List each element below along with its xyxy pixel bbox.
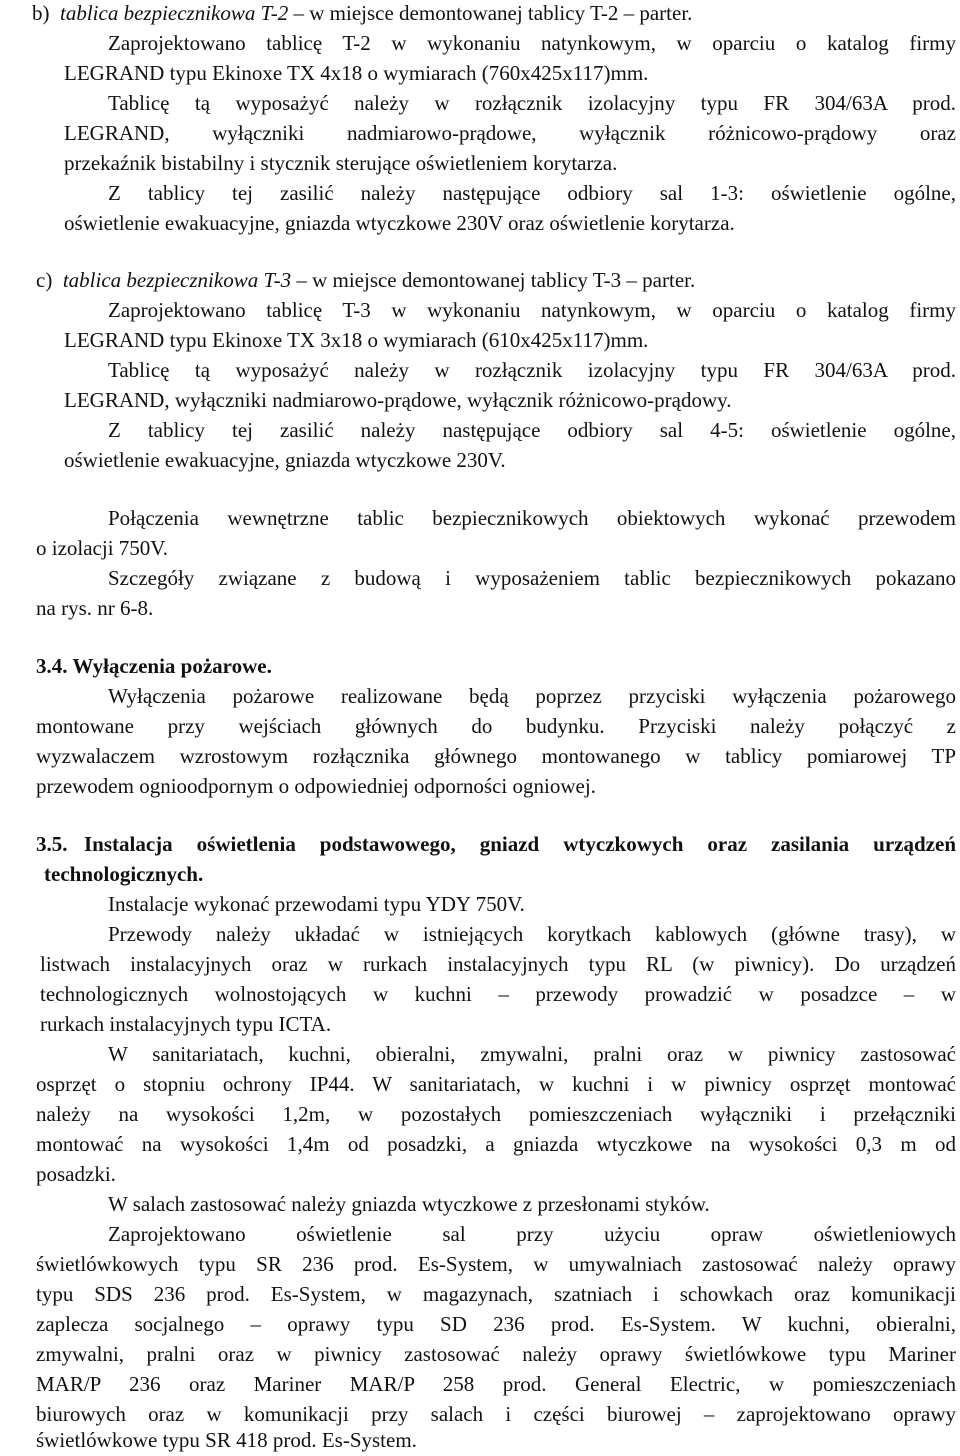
section-35-line: zmywalni, pralni oraz w piwnicy zastosować należy oprawy świetlówkowe typu Mariner	[36, 1342, 956, 1366]
section-c-line: Z tablicy tej zasilić należy następujące odbiory sal 4-5: oświetlenie ogólne,	[108, 418, 956, 442]
section-b-line: Zaprojektowano tablicę T-2 w wykonaniu natynkowym, w oparciu o katalog firmy	[108, 31, 956, 55]
section-35-line: MAR/P 236 oraz Mariner MAR/P 258 prod. General Electric, w pomieszczeniach	[36, 1372, 956, 1396]
section-c-line: LEGRAND typu Ekinoxe TX 3x18 o wymiarach (610x425x117)mm.	[64, 328, 649, 352]
section-b-line: przekaźnik bistabilny i stycznik sterujące oświetleniem korytarza.	[64, 151, 618, 175]
section-34-heading: 3.4. Wyłączenia pożarowe.	[36, 654, 272, 678]
section-35-line: należy na wysokości 1,2m, w pozostałych pomieszczeniach wyłączniki i przełączniki	[36, 1102, 956, 1126]
connections-line: Szczegóły związane z budową i wyposażeniem tablic bezpiecznikowych pokazano	[108, 566, 956, 590]
section-35-line: posadzki.	[36, 1162, 116, 1186]
section-35-line: listwach instalacyjnych oraz w rurkach instalacyjnych typu RL (w piwnicy). Do urządzeń	[40, 952, 956, 976]
section-35-line: zaplecza socjalnego – oprawy typu SD 236 prod. Es-System. W kuchni, obieralni,	[36, 1312, 956, 1336]
section-35-line: biurowych oraz w komunikacji przy salach i części biurowej – zaprojektowano oprawy	[36, 1402, 956, 1426]
section-35-heading: technologicznych.	[44, 862, 204, 886]
section-c-line: Tablicę tą wyposażyć należy w rozłącznik izolacyjny typu FR 304/63A prod.	[108, 358, 956, 382]
section-35-line: montować na wysokości 1,4m od posadzki, a gniazda wtyczkowe na wysokości 0,3 m od	[36, 1132, 956, 1156]
section-b-line: Tablicę tą wyposażyć należy w rozłącznik izolacyjny typu FR 304/63A prod.	[108, 91, 956, 115]
section-35-line: technologicznych wolnostojących w kuchni – przewody prowadzić w posadzce – w	[40, 982, 956, 1006]
section-b-title: tablica bezpiecznikowa T-2	[60, 1, 289, 25]
section-35-line: Zaprojektowano oświetlenie sal przy użyciu opraw oświetleniowych	[108, 1222, 956, 1246]
section-35-line: typu SDS 236 prod. Es-System, w magazynach, szatniach i schowkach oraz komunikacji	[36, 1282, 956, 1306]
section-35-number: 3.5.	[36, 832, 68, 856]
section-34-line: wyzwalaczem wzrostowym rozłącznika głównego montowanego w tablicy pomiarowej TP	[36, 744, 956, 768]
section-b-heading	[32, 0, 692, 28]
section-b-line: LEGRAND typu Ekinoxe TX 4x18 o wymiarach (760x425x117)mm.	[64, 61, 649, 85]
section-35-line: Przewody należy układać w istniejących korytkach kablowych (główne trasy), w	[108, 922, 956, 946]
section-35-line: rurkach instalacyjnych typu ICTA.	[40, 1012, 332, 1036]
section-35-line: W salach zastosować należy gniazda wtyczkowe z przesłonami styków.	[108, 1192, 710, 1216]
section-b-title-rest: – w miejsce demontowanej tablicy T-2 – parter.	[288, 1, 693, 25]
section-34-line: montowane przy wejściach głównych do budynku. Przyciski należy połączyć z	[36, 714, 956, 738]
connections-line: o izolacji 750V.	[36, 536, 169, 560]
section-c-marker: c)	[36, 268, 53, 292]
section-b-marker: b)	[32, 1, 50, 25]
section-c-title-rest: – w miejsce demontowanej tablicy T-3 – parter.	[291, 268, 696, 292]
section-34-line: Wyłączenia pożarowe realizowane będą poprzez przyciski wyłączenia pożarowego	[108, 684, 956, 708]
connections-line: Połączenia wewnętrzne tablic bezpiecznikowych obiektowych wykonać przewodem	[108, 506, 956, 530]
section-35-line: świetlówkowe typu SR 418 prod. Es-System.	[36, 1428, 417, 1452]
section-c-line: LEGRAND, wyłączniki nadmiarowo-prądowe, wyłącznik różnicowo-prądowy.	[64, 388, 732, 412]
section-b-line: LEGRAND, wyłączniki nadmiarowo-prądowe, wyłącznik różnicowo-prądowy oraz	[64, 121, 956, 145]
section-b-line: oświetlenie ewakuacyjne, gniazda wtyczkowe 230V oraz oświetlenie korytarza.	[64, 211, 735, 235]
section-35-line: osprzęt o stopniu ochrony IP44. W sanitariatach, w kuchni i w piwnicy osprzęt montować	[36, 1072, 956, 1096]
section-35-line: W sanitariatach, kuchni, obieralni, zmywalni, pralni oraz w piwnicy zastosować	[108, 1042, 956, 1066]
connections-line: na rys. nr 6-8.	[36, 596, 154, 620]
section-c-line: oświetlenie ewakuacyjne, gniazda wtyczkowe 230V.	[64, 448, 506, 472]
section-34-line: przewodem ognioodpornym o odpowiedniej odporności ogniowej.	[36, 774, 596, 798]
section-35-line: Instalacje wykonać przewodami typu YDY 750V.	[108, 892, 525, 916]
section-35-line: świetlówkowych typu SR 236 prod. Es-System, w umywalniach zastosować należy oprawy	[36, 1252, 956, 1276]
section-c-title: tablica bezpiecznikowa T-3	[62, 268, 292, 292]
section-c-heading	[36, 265, 695, 295]
section-35-heading: Instalacja oświetlenia podstawowego, gniazd wtyczkowych oraz zasilania urządzeń	[84, 832, 956, 856]
section-b-line: Z tablicy tej zasilić należy następujące odbiory sal 1-3: oświetlenie ogólne,	[108, 181, 956, 205]
section-c-line: Zaprojektowano tablicę T-3 w wykonaniu natynkowym, w oparciu o katalog firmy	[108, 298, 956, 322]
